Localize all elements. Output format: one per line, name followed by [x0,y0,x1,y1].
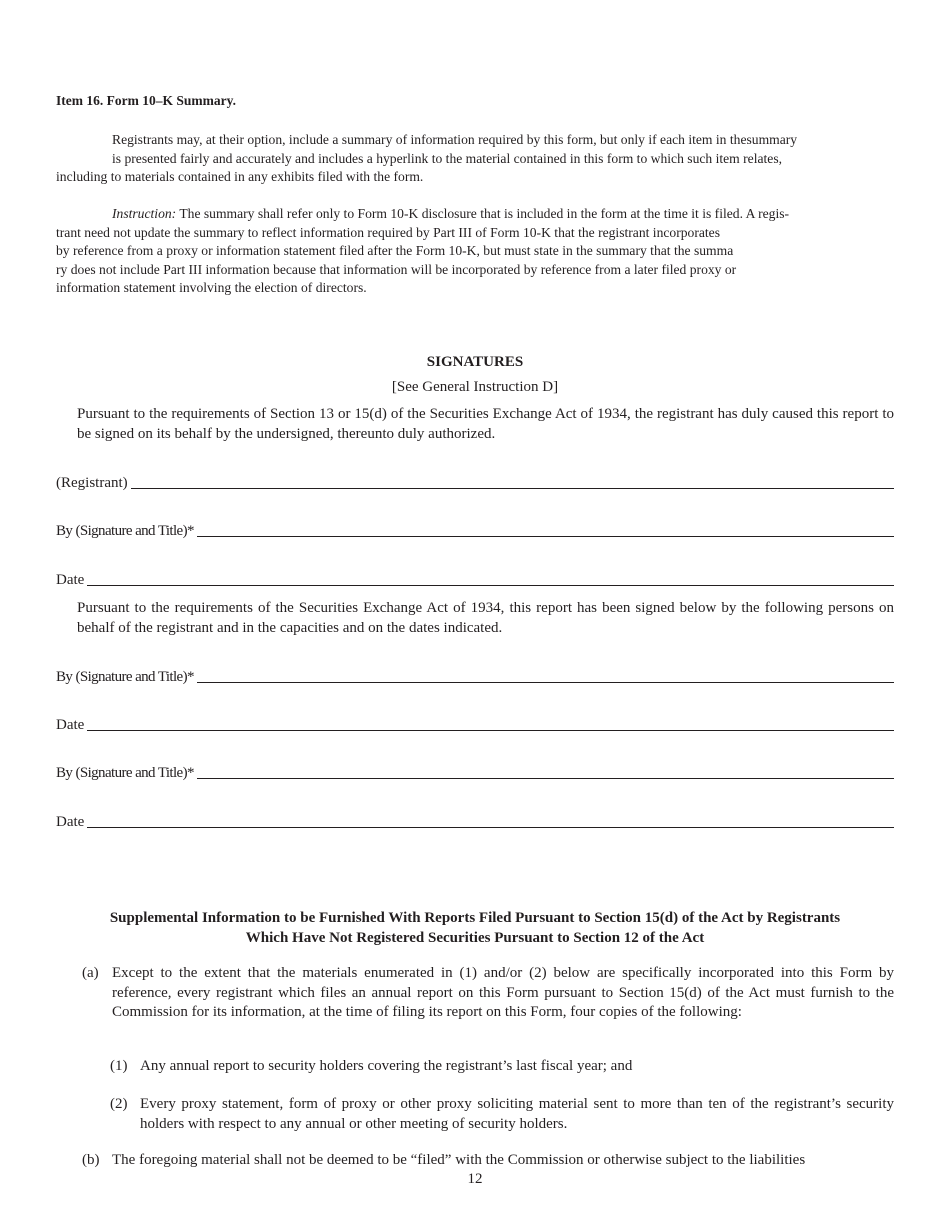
by-signature-label: By (Signature and Title)* [56,765,194,781]
date-line[interactable] [87,730,894,731]
date-label: Date [56,717,85,733]
item16-paragraph [56,131,894,187]
signatures-paragraph-2 [56,599,894,638]
list-item-2 [110,1095,894,1134]
by-signature-line[interactable] [197,778,894,779]
signatures-paragraph-2-text: Pursuant to the requirements of the Securities Exchange Act of 1934, this report has been signed below by the following persons on behalf of the registrant and in the capacities and on the dates indicated. [77,600,894,636]
signatures-paragraph-1-text: Pursuant to the requirements of Section 13 or 15(d) of the Securities Exchange Act of 1934, the registrant has duly caused this report to be signed on its behalf by the undersigned, thereunto duly authorized. [77,406,894,442]
list-marker: (1) [110,1058,128,1074]
list-item-text: The foregoing material shall not be deemed to be “filed” with the Commission or otherwise subject to the liabilities [112,1152,806,1168]
supplemental-title [56,908,894,948]
supplemental-title-line: Supplemental Information to be Furnished With Reports Filed Pursuant to Section 15(d) of the Act by Registrants [109,910,841,926]
item16-para-line: Registrants may, at their option, include a summary of information required by this form, but only if each item in thesummary [112,132,798,147]
instruction-label: Instruction: [112,206,177,221]
by-signature-label: By (Signature and Title)* [56,669,194,685]
signatures-title: SIGNATURES [426,354,524,370]
list-marker: (2) [110,1096,128,1112]
instruction-line: ry does not include Part III information because that information will be incorporated by reference from a later filed proxy or [56,261,737,277]
list-item-b [82,1151,894,1171]
by-signature-label: By (Signature and Title)* [56,523,194,539]
date-label: Date [56,572,85,588]
item16-heading: Item 16. Form 10–K Summary. [56,93,236,108]
list-item-a [82,964,894,1023]
registrant-signature-line[interactable] [131,488,894,489]
date-field-2[interactable] [56,714,894,734]
signatures-subtitle: [See General Instruction D] [391,379,559,395]
list-marker: (a) [82,965,99,981]
list-item-text: Except to the extent that the materials enumerated in (1) and/or (2) below are specifically incorporated into this Form by reference, every registrant which files an annual report on this Form pursuant to Section 15(d) of the Act must furnish to the Commission for its information, at the time of filing its report on this Form, four copies of the following: [112,965,894,1020]
by-signature-line[interactable] [197,536,894,537]
date-field-1[interactable] [56,569,894,589]
by-signature-field-3[interactable] [56,762,894,782]
supplemental-title-line: Which Have Not Registered Securities Pursuant to Section 12 of the Act [245,930,705,946]
instruction-line: trant need not update the summary to reflect information required by Part III of Form 10-K that the registrant incorporates [56,224,720,240]
list-item-text: Any annual report to security holders covering the registrant’s last fiscal year; and [140,1058,633,1074]
date-line[interactable] [87,585,894,586]
list-item-text: Every proxy statement, form of proxy or other proxy soliciting material sent to more than ten of the registrant’s security holders with respect to any annual or other meeting of security holders. [140,1096,894,1132]
registrant-field[interactable] [56,472,894,492]
list-marker: (b) [82,1152,100,1168]
date-label: Date [56,814,85,830]
instruction-line: by reference from a proxy or information statement filed after the Form 10-K, but must state in the summary that the summa [56,243,734,259]
list-item-1 [110,1057,894,1077]
by-signature-line[interactable] [197,682,894,683]
by-signature-field-1[interactable] [56,520,894,540]
item16-instruction [56,205,894,298]
instruction-line: information statement involving the election of directors. [56,280,367,296]
item16-para-line: including to materials contained in any exhibits filed with the form. [56,169,424,185]
registrant-label: (Registrant) [56,475,128,491]
signatures-paragraph-1 [56,405,894,444]
page-number: 12 [467,1171,483,1187]
date-field-3[interactable] [56,811,894,831]
date-line[interactable] [87,827,894,828]
instruction-line: The summary shall refer only to Form 10-K disclosure that is included in the form at the time it is filed. A regis- [176,206,790,221]
by-signature-field-2[interactable] [56,666,894,686]
item16-para-line: is presented fairly and accurately and includes a hyperlink to the material contained in this form to which such item relates, [112,150,783,166]
